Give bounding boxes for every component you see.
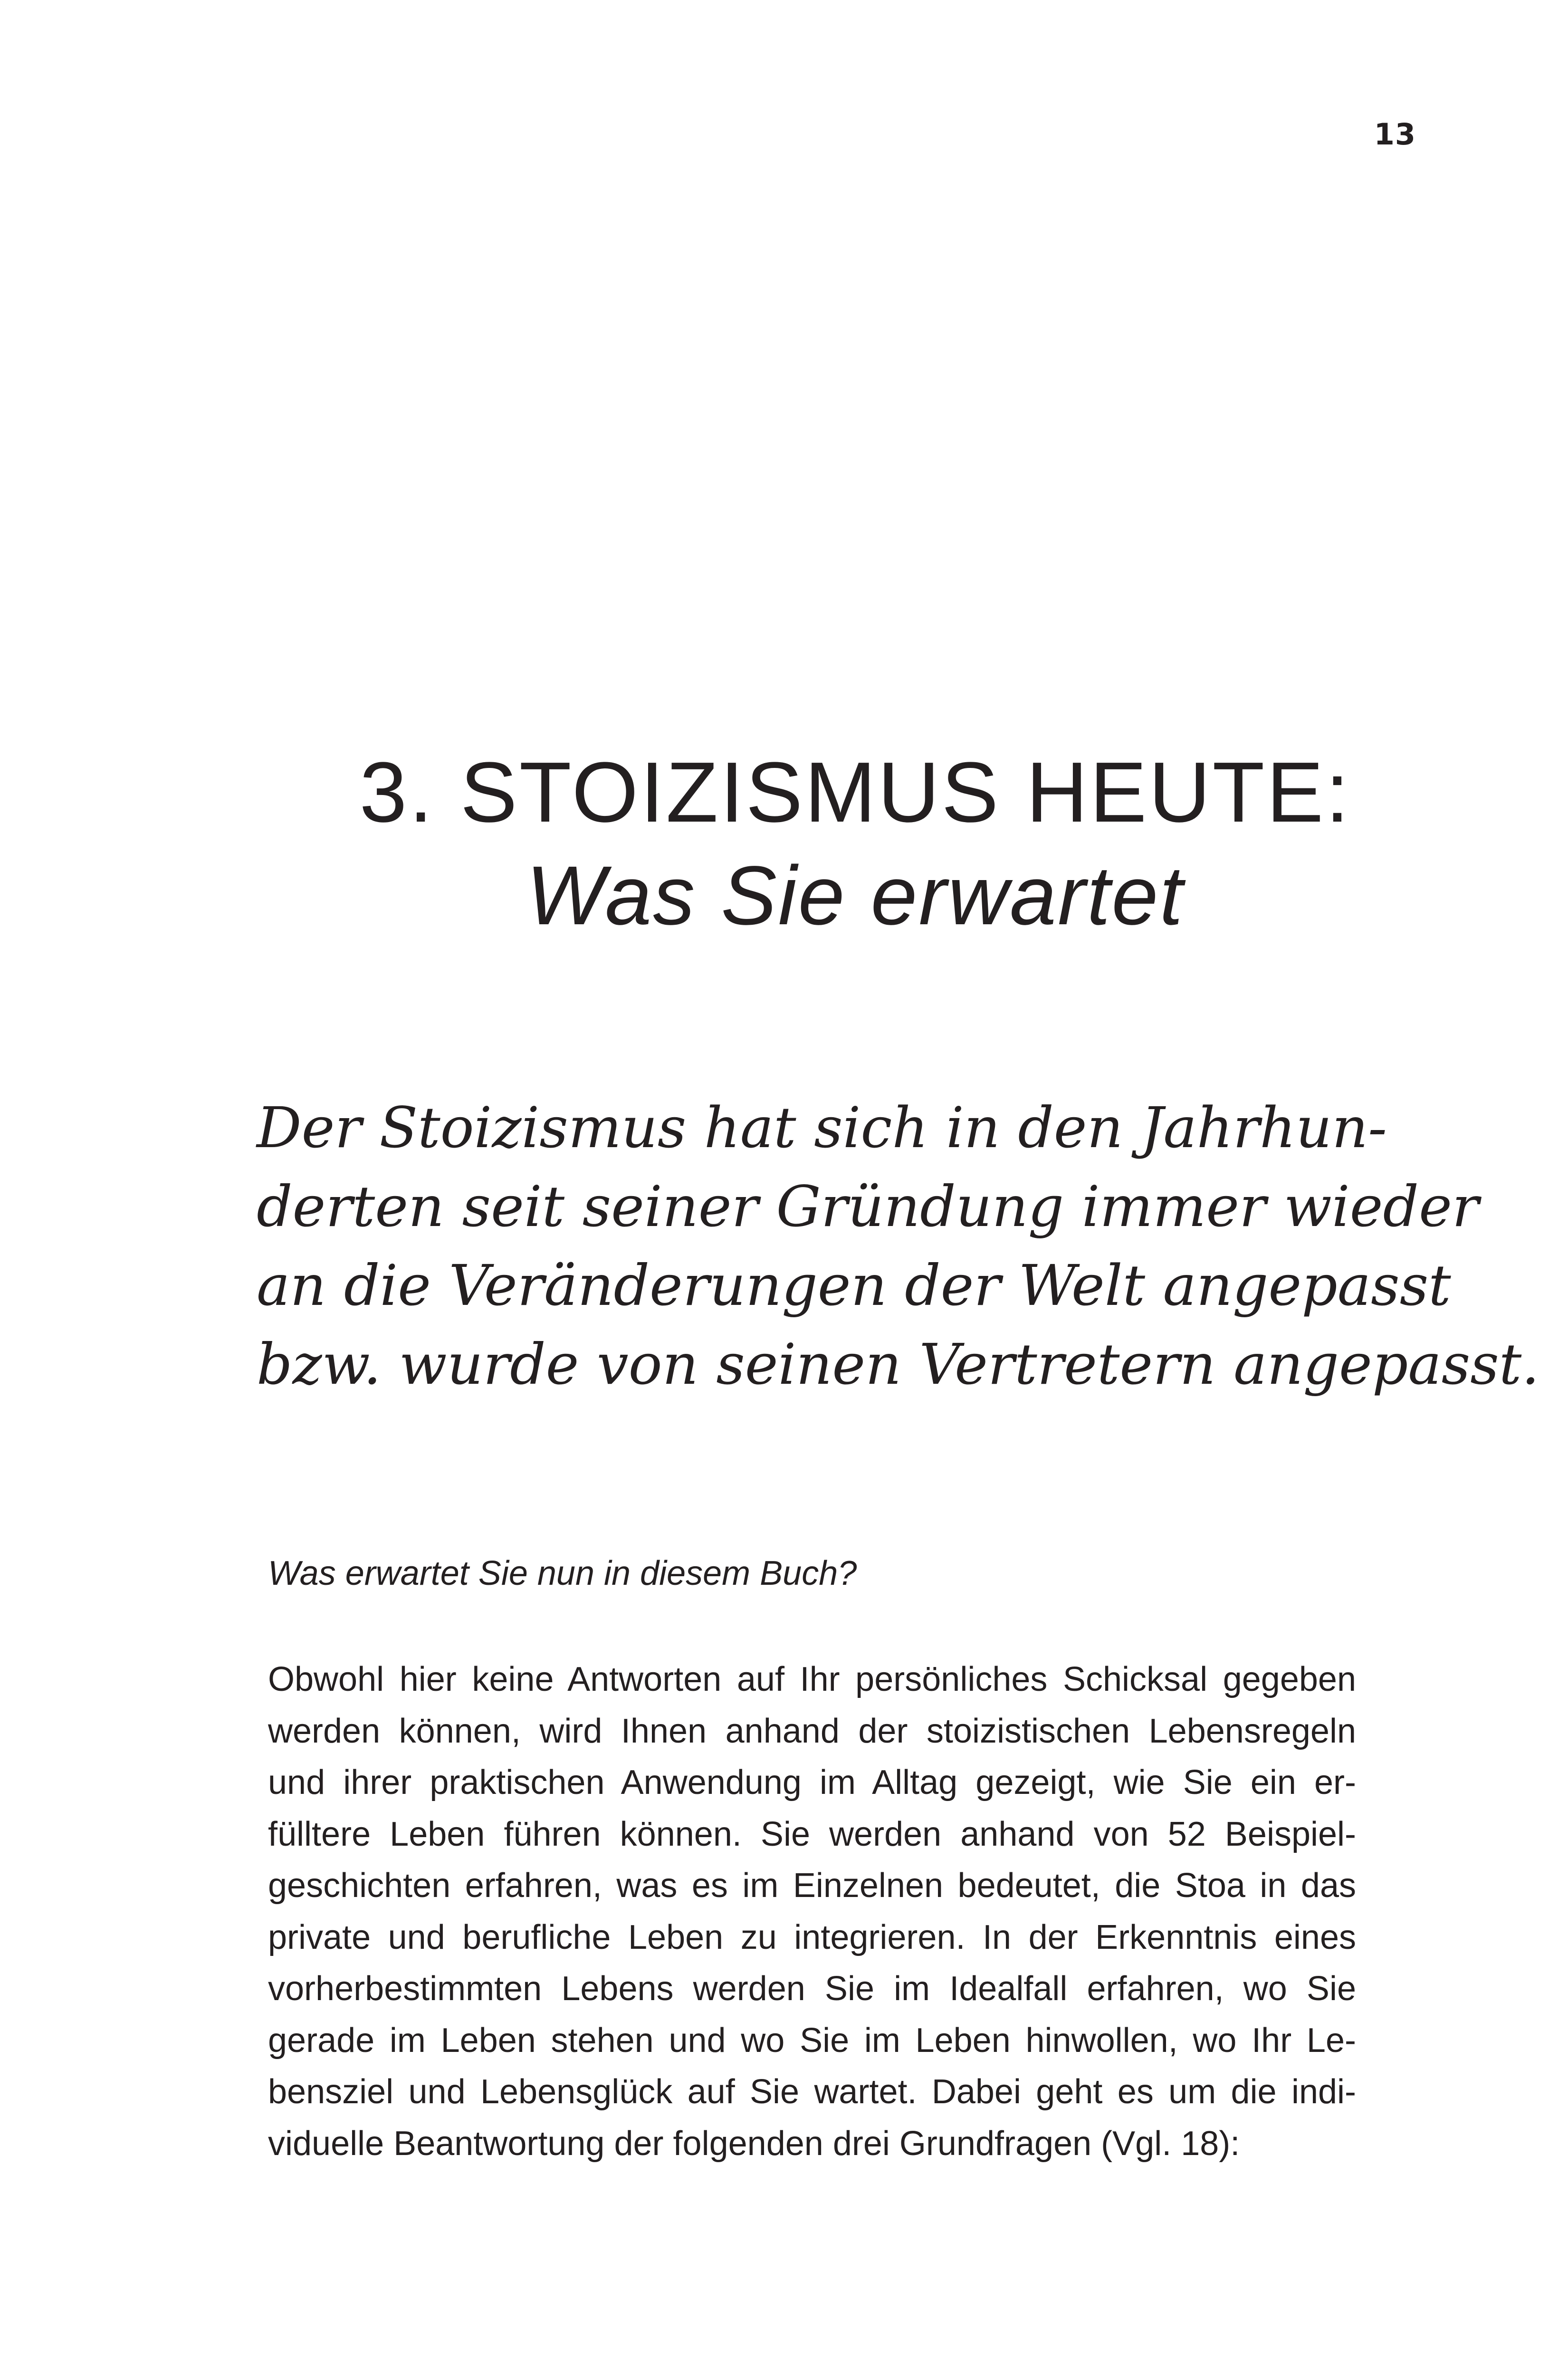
paragraph-line: Obwohl hier keine Antworten auf Ihr persönliches Schicksal gegeben bbox=[268, 1660, 1356, 1698]
paragraph-line: vorherbestimmten Lebens werden Sie im Idealfall erfahren, wo Sie bbox=[268, 1970, 1356, 2008]
lead-quote bbox=[257, 1088, 1539, 1404]
paragraph-line: private und berufliche Leben zu integrieren. In der Erkenntnis eines bbox=[268, 1918, 1356, 1956]
paragraph-line: geschichten erfahren, was es im Einzelnen bedeutet, die Stoa in das bbox=[268, 1867, 1356, 1905]
paragraph-line: bensziel und Lebensglück auf Sie wartet. Dabei geht es um die indi- bbox=[268, 2073, 1356, 2111]
lead-quote-line: an die Veränderungen der Welt angepasst bbox=[257, 1253, 1451, 1318]
paragraph-line: gerade im Leben stehen und wo Sie im Leben hinwollen, wo Ihr Le- bbox=[268, 2021, 1356, 2060]
paragraph-line: und ihrer praktischen Anwendung im Alltag gezeigt, wie Sie ein er- bbox=[268, 1763, 1356, 1801]
lead-quote-line: Der Stoizismus hat sich in den Jahrhun- bbox=[257, 1095, 1387, 1160]
paragraph-line: fülltere Leben führen können. Sie werden anhand von 52 Beispiel- bbox=[268, 1815, 1356, 1853]
body-paragraph bbox=[268, 1654, 1356, 2169]
paragraph-line: werden können, wird Ihnen anhand der stoizistischen Lebensregeln bbox=[268, 1712, 1356, 1750]
lead-quote-line: derten seit seiner Gründung immer wieder bbox=[257, 1174, 1479, 1239]
lead-quote-line: bzw. wurde von seinen Vertretern angepasst. bbox=[257, 1332, 1539, 1397]
chapter-title: 3. STOIZISMUS HEUTE: bbox=[359, 745, 1351, 840]
chapter-heading bbox=[266, 741, 1444, 946]
page-number: 13 bbox=[1374, 117, 1416, 152]
chapter-subtitle: Was Sie erwartet bbox=[526, 849, 1185, 942]
section-question: Was erwartet Sie nun in diesem Buch? bbox=[268, 1554, 857, 1592]
paragraph-line: viduelle Beantwortung der folgenden drei Grundfragen (Vgl. 18): bbox=[268, 2124, 1240, 2163]
